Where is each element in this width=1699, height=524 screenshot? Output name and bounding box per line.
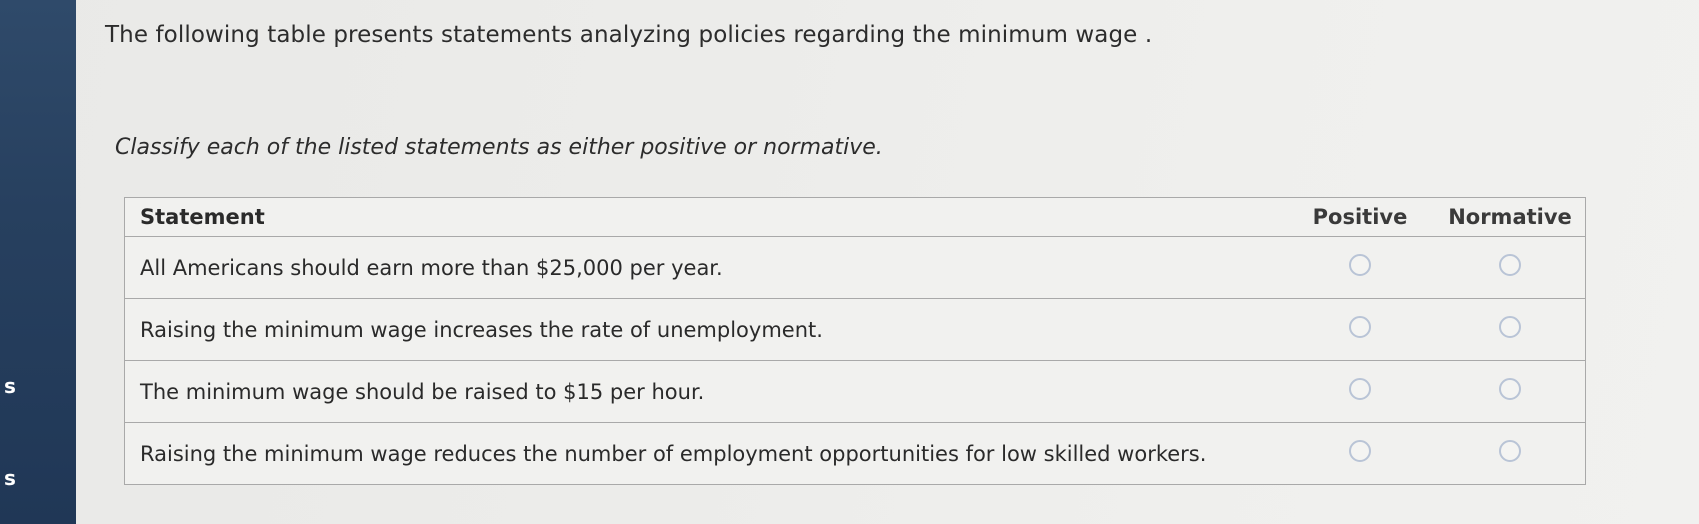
side-navigation: [0, 0, 76, 524]
normative-radio[interactable]: [1499, 440, 1521, 462]
normative-radio[interactable]: [1499, 378, 1521, 400]
statement-text: Raising the minimum wage reduces the number of employment opportunities for low skilled workers.: [140, 441, 1207, 466]
positive-cell: [1285, 440, 1435, 467]
positive-cell: [1285, 254, 1435, 281]
table-header-row: [125, 198, 1585, 236]
statement-text: The minimum wage should be raised to $15 per hour.: [140, 379, 705, 404]
normative-cell: [1435, 316, 1585, 343]
positive-radio[interactable]: [1349, 440, 1371, 462]
table-row: [125, 236, 1585, 298]
positive-radio[interactable]: [1349, 316, 1371, 338]
normative-column-header: Normative: [1448, 205, 1572, 229]
statement-text: All Americans should earn more than $25,000 per year.: [140, 255, 723, 280]
statement-column-header: Statement: [140, 205, 265, 229]
positive-cell: [1285, 316, 1435, 343]
sidebar-item-label[interactable]: s: [4, 466, 16, 490]
positive-radio[interactable]: [1349, 254, 1371, 276]
sidebar-item-label[interactable]: s: [4, 374, 16, 398]
positive-column-header: Positive: [1312, 205, 1408, 229]
positive-radio[interactable]: [1349, 378, 1371, 400]
statement-text: Raising the minimum wage increases the rate of unemployment.: [140, 317, 823, 342]
table-row: [125, 298, 1585, 360]
normative-cell: [1435, 254, 1585, 281]
normative-cell: [1435, 440, 1585, 467]
positive-cell: [1285, 378, 1435, 405]
classification-table: [124, 197, 1586, 485]
normative-radio[interactable]: [1499, 254, 1521, 276]
table-row: [125, 422, 1585, 484]
question-instruction: Classify each of the listed statements as either positive or normative.: [115, 135, 883, 160]
table-row: [125, 360, 1585, 422]
normative-radio[interactable]: [1499, 316, 1521, 338]
normative-cell: [1435, 378, 1585, 405]
question-intro: The following table presents statements analyzing policies regarding the minimum wage .: [105, 22, 1153, 48]
